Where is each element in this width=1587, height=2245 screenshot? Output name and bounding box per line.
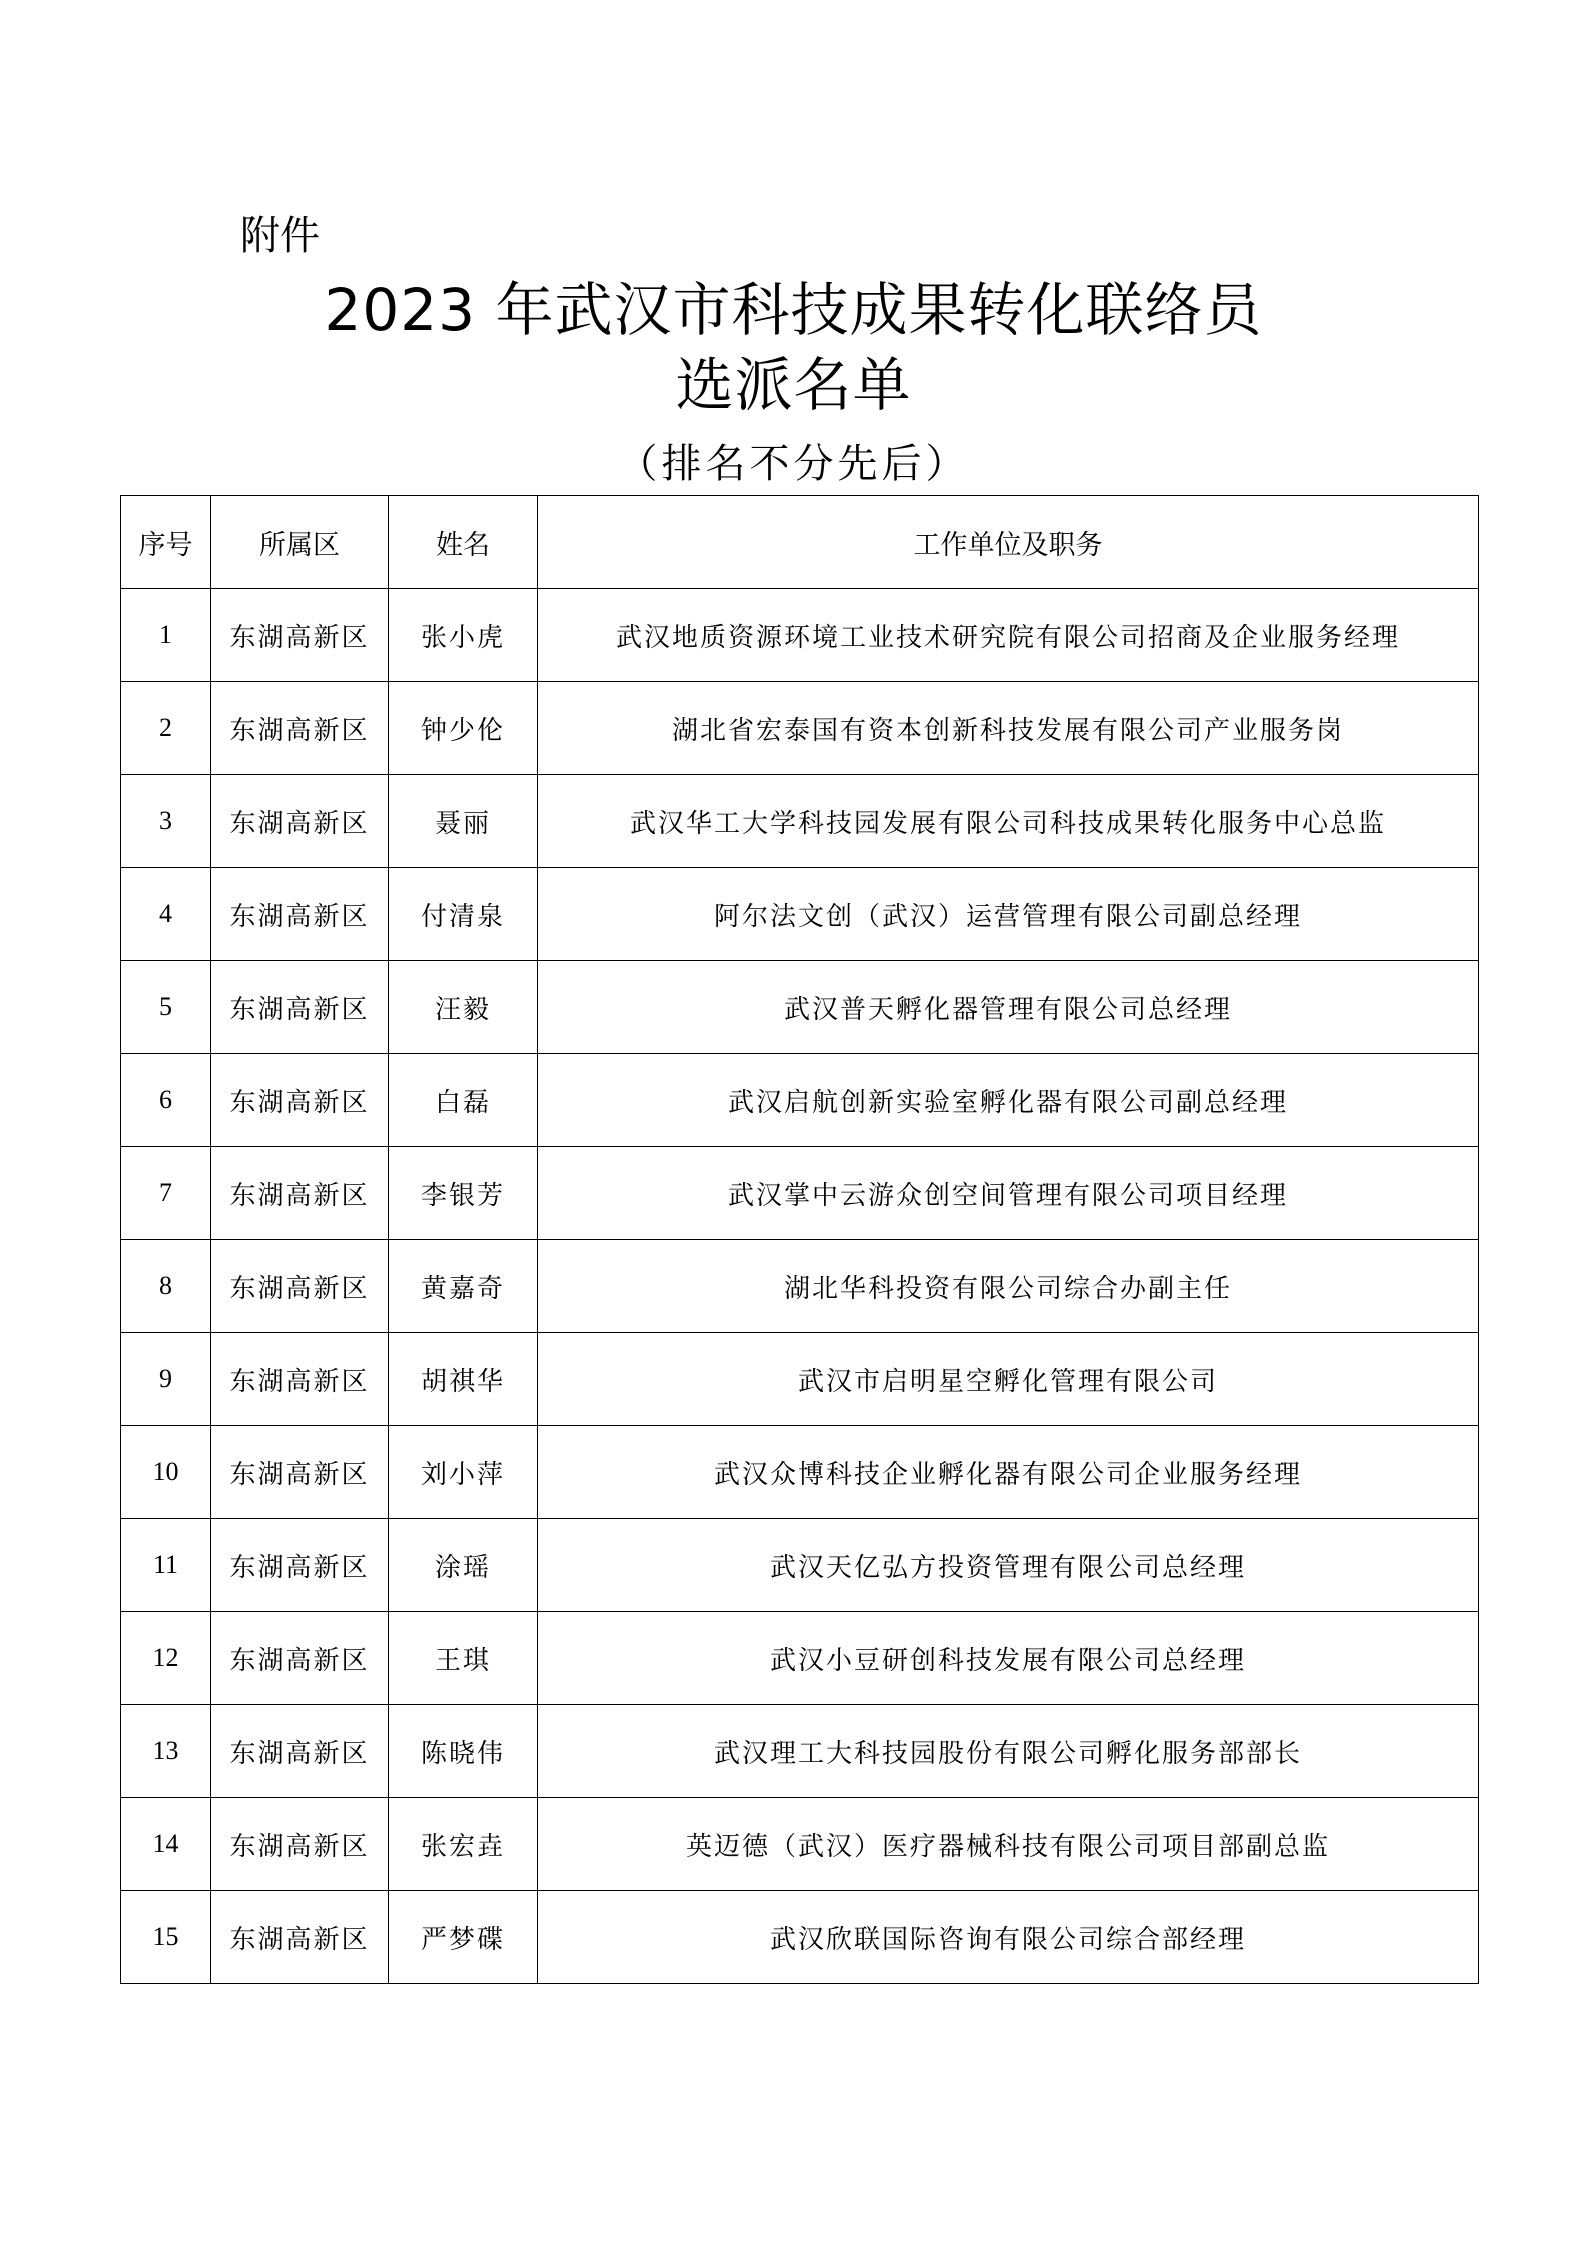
row-number: 11 [121, 1519, 211, 1612]
row-number: 13 [121, 1705, 211, 1798]
header-cell-number: 序号 [121, 496, 211, 589]
row-district: 东湖高新区 [211, 1147, 389, 1240]
row-name: 黄嘉奇 [389, 1240, 538, 1333]
table-row [121, 1240, 1479, 1333]
row-organization: 湖北省宏泰国有资本创新科技发展有限公司产业服务岗 [538, 682, 1479, 775]
row-district: 东湖高新区 [211, 589, 389, 682]
table-row [121, 1333, 1479, 1426]
row-name: 王琪 [389, 1612, 538, 1705]
row-name: 李银芳 [389, 1147, 538, 1240]
row-organization: 武汉天亿弘方投资管理有限公司总经理 [538, 1519, 1479, 1612]
row-district: 东湖高新区 [211, 1891, 389, 1984]
row-district: 东湖高新区 [211, 1333, 389, 1426]
row-district: 东湖高新区 [211, 1612, 389, 1705]
row-number: 9 [121, 1333, 211, 1426]
row-number: 4 [121, 868, 211, 961]
row-name: 张宏垚 [389, 1798, 538, 1891]
row-district: 东湖高新区 [211, 1798, 389, 1891]
row-name: 涂瑶 [389, 1519, 538, 1612]
table-row [121, 589, 1479, 682]
row-organization: 武汉启航创新实验室孵化器有限公司副总经理 [538, 1054, 1479, 1147]
row-name: 严梦碟 [389, 1891, 538, 1984]
row-name: 聂丽 [389, 775, 538, 868]
row-number: 15 [121, 1891, 211, 1984]
row-number: 2 [121, 682, 211, 775]
header-cell-name: 姓名 [389, 496, 538, 589]
document-title-line2: 选派名单 [675, 351, 912, 419]
row-organization: 阿尔法文创（武汉）运营管理有限公司副总经理 [538, 868, 1479, 961]
row-organization: 武汉理工大科技园股份有限公司孵化服务部部长 [538, 1705, 1479, 1798]
table-row [121, 1426, 1479, 1519]
row-number: 12 [121, 1612, 211, 1705]
row-district: 东湖高新区 [211, 1426, 389, 1519]
row-number: 1 [121, 589, 211, 682]
table-row [121, 775, 1479, 868]
row-name: 汪毅 [389, 961, 538, 1054]
row-district: 东湖高新区 [211, 1705, 389, 1798]
row-district: 东湖高新区 [211, 682, 389, 775]
row-number: 7 [121, 1147, 211, 1240]
row-number: 14 [121, 1798, 211, 1891]
row-name: 胡祺华 [389, 1333, 538, 1426]
row-district: 东湖高新区 [211, 1519, 389, 1612]
table-row [121, 1612, 1479, 1705]
table-header [121, 496, 1479, 589]
row-district: 东湖高新区 [211, 961, 389, 1054]
row-organization: 武汉普天孵化器管理有限公司总经理 [538, 961, 1479, 1054]
table-row [121, 682, 1479, 775]
row-district: 东湖高新区 [211, 868, 389, 961]
row-name: 付清泉 [389, 868, 538, 961]
row-name: 刘小萍 [389, 1426, 538, 1519]
row-organization: 武汉掌中云游众创空间管理有限公司项目经理 [538, 1147, 1479, 1240]
row-number: 3 [121, 775, 211, 868]
row-organization: 湖北华科投资有限公司综合办副主任 [538, 1240, 1479, 1333]
row-district: 东湖高新区 [211, 1240, 389, 1333]
row-organization: 武汉小豆研创科技发展有限公司总经理 [538, 1612, 1479, 1705]
row-organization: 武汉市启明星空孵化管理有限公司 [538, 1333, 1479, 1426]
table-row [121, 1519, 1479, 1612]
row-organization: 武汉地质资源环境工业技术研究院有限公司招商及企业服务经理 [538, 589, 1479, 682]
row-organization: 武汉众博科技企业孵化器有限公司企业服务经理 [538, 1426, 1479, 1519]
row-name: 钟少伦 [389, 682, 538, 775]
document-title: 2023 年武汉市科技成果转化联络员 [324, 276, 1263, 344]
row-organization: 武汉华工大学科技园发展有限公司科技成果转化服务中心总监 [538, 775, 1479, 868]
row-number: 8 [121, 1240, 211, 1333]
row-district: 东湖高新区 [211, 775, 389, 868]
row-name: 张小虎 [389, 589, 538, 682]
row-number: 6 [121, 1054, 211, 1147]
row-organization: 武汉欣联国际咨询有限公司综合部经理 [538, 1891, 1479, 1984]
header-cell-district: 所属区 [211, 496, 389, 589]
document-subtitle: （排名不分先后） [617, 441, 970, 487]
header-cell-organization: 工作单位及职务 [538, 496, 1479, 589]
attachment-label: 附件 [240, 213, 320, 259]
row-name: 白磊 [389, 1054, 538, 1147]
table-row [121, 961, 1479, 1054]
row-organization: 英迈德（武汉）医疗器械科技有限公司项目部副总监 [538, 1798, 1479, 1891]
table-row [121, 1054, 1479, 1147]
row-number: 10 [121, 1426, 211, 1519]
table-row [121, 1147, 1479, 1240]
table-row [121, 1798, 1479, 1891]
table-row [121, 1891, 1479, 1984]
row-name: 陈晓伟 [389, 1705, 538, 1798]
table-row [121, 1705, 1479, 1798]
table-body [121, 589, 1479, 1984]
table-row [121, 868, 1479, 961]
row-number: 5 [121, 961, 211, 1054]
row-district: 东湖高新区 [211, 1054, 389, 1147]
table-header-row [121, 496, 1479, 589]
roster-table [120, 495, 1479, 1984]
